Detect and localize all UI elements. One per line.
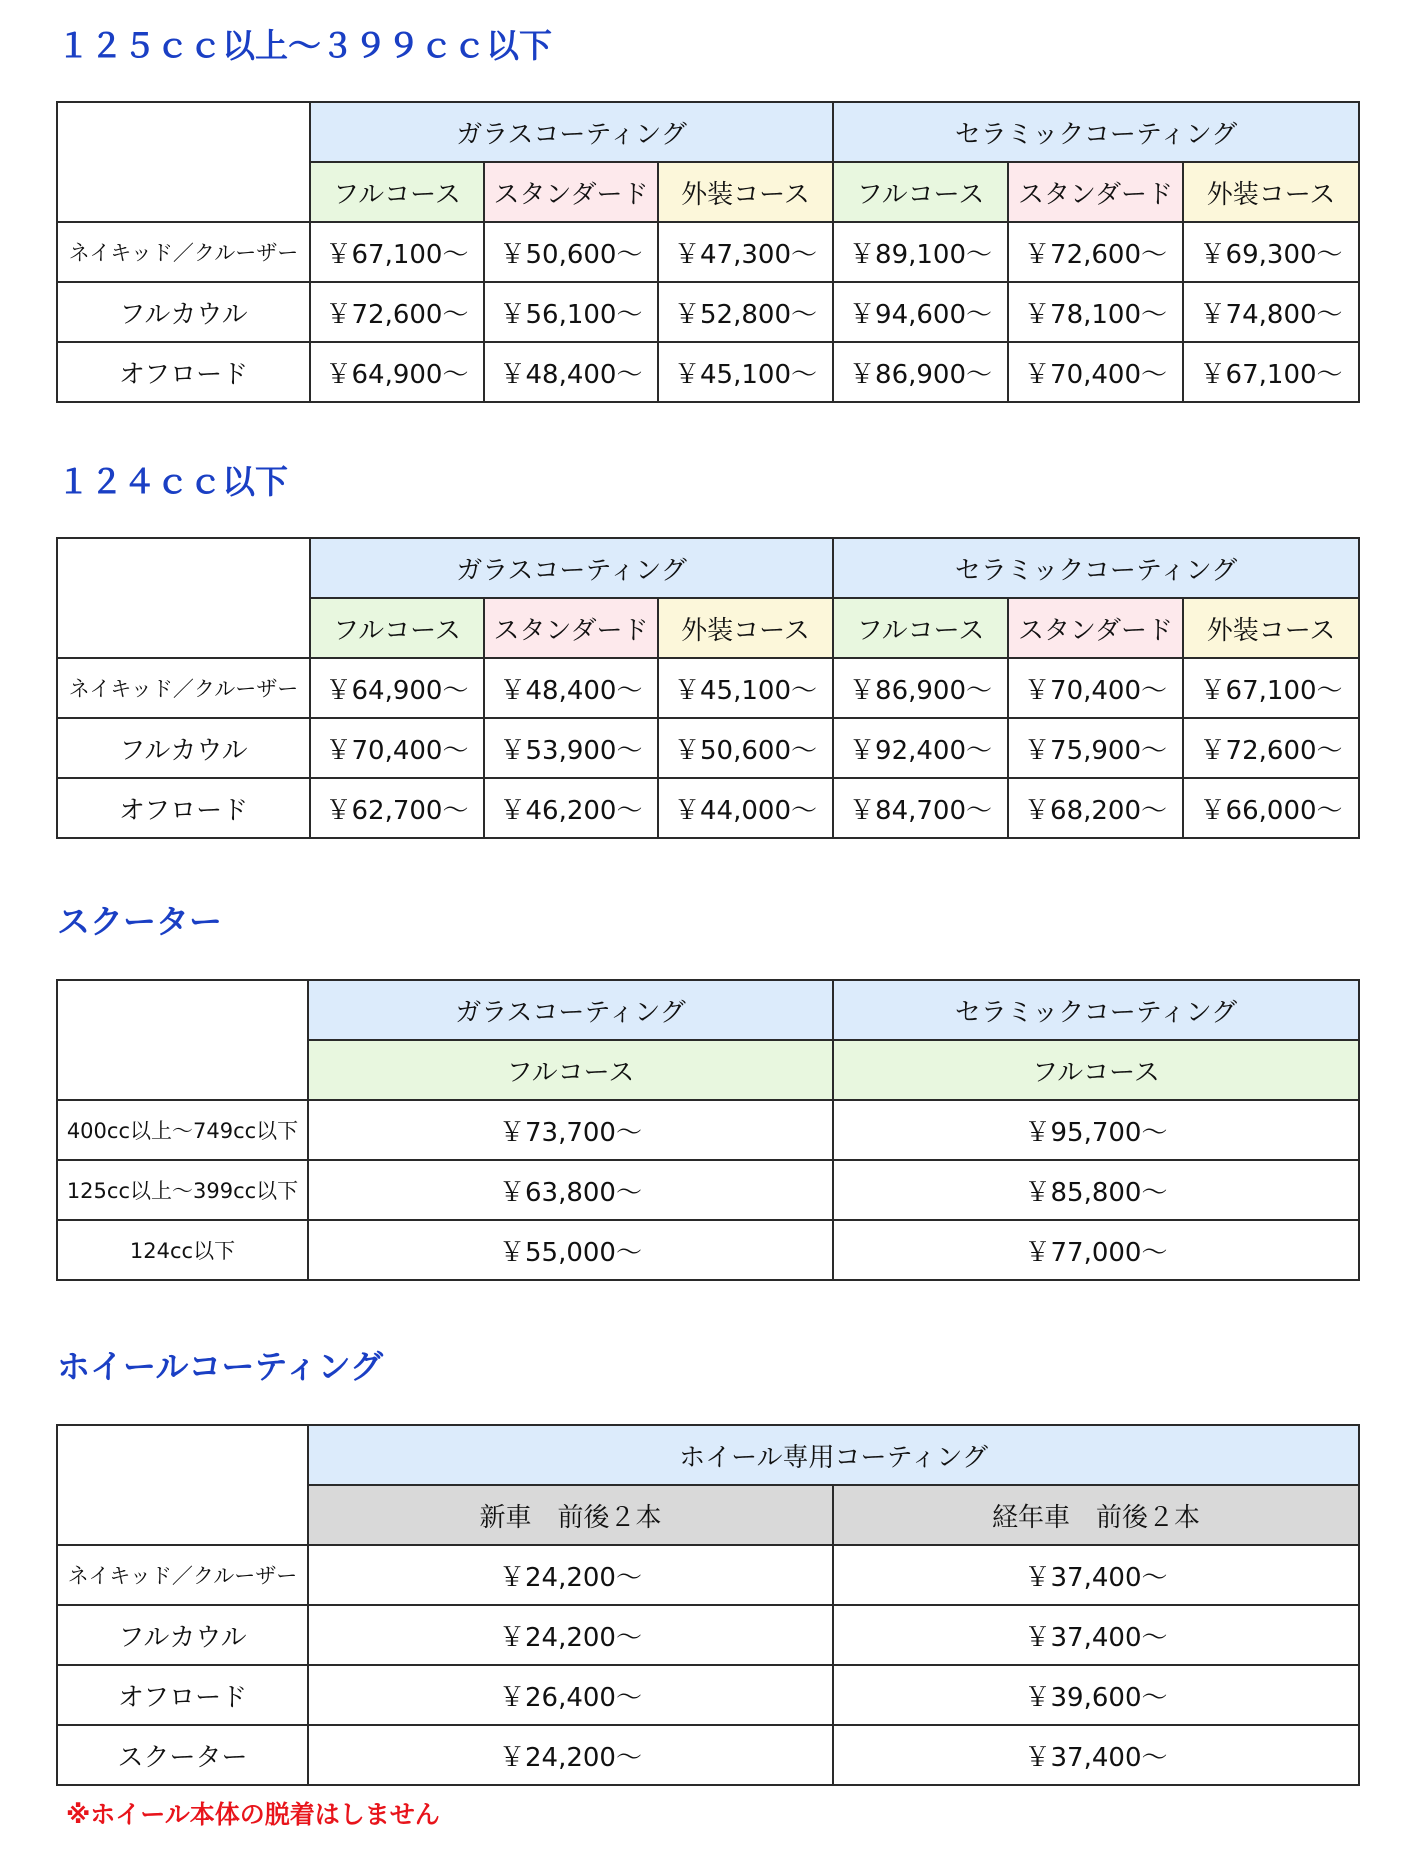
table-row — [57, 342, 1359, 402]
corner-cell — [57, 1425, 308, 1545]
table-row-group-header — [57, 980, 1359, 1040]
row-label: オフロード — [57, 342, 310, 402]
course-header-full: フルコース — [310, 162, 484, 222]
price-cell: ￥48,400〜 — [484, 658, 658, 718]
price-cell: ￥64,900〜 — [310, 658, 484, 718]
price-cell: ￥67,100〜 — [1183, 342, 1359, 402]
table-row — [57, 718, 1359, 778]
table-row — [57, 658, 1359, 718]
price-cell: ￥72,600〜 — [310, 282, 484, 342]
course-header-standard: スタンダード — [1008, 162, 1183, 222]
table-row — [57, 1725, 1359, 1785]
price-table-scooter — [56, 979, 1360, 1281]
disclaimer-note: ※ホイール本体の脱着はしません — [66, 1800, 440, 1829]
course-header-new: 新車 前後２本 — [308, 1485, 833, 1545]
group-header-glass: ガラスコーティング — [308, 980, 833, 1040]
price-cell: ￥24,200〜 — [308, 1545, 833, 1605]
course-header-full: フルコース — [308, 1040, 833, 1100]
price-cell: ￥89,100〜 — [833, 222, 1008, 282]
price-cell: ￥44,000〜 — [658, 778, 833, 838]
course-header-standard: スタンダード — [1008, 598, 1183, 658]
price-cell: ￥67,100〜 — [1183, 658, 1359, 718]
table-row — [57, 778, 1359, 838]
corner-cell — [57, 538, 310, 658]
course-header-standard: スタンダード — [484, 598, 658, 658]
table-row-group-header — [57, 102, 1359, 162]
row-label: 124cc以下 — [57, 1220, 308, 1280]
section-title-124: １２４ｃｃ以下 — [57, 462, 288, 501]
price-cell: ￥70,400〜 — [1008, 342, 1183, 402]
price-cell: ￥47,300〜 — [658, 222, 833, 282]
group-header-ceramic: セラミックコーティング — [833, 102, 1359, 162]
course-header-full: フルコース — [833, 162, 1008, 222]
row-label: 400cc以上〜749cc以下 — [57, 1100, 308, 1160]
row-label: フルカウル — [57, 718, 310, 778]
price-cell: ￥78,100〜 — [1008, 282, 1183, 342]
price-cell: ￥73,700〜 — [308, 1100, 833, 1160]
table-row — [57, 222, 1359, 282]
price-cell: ￥94,600〜 — [833, 282, 1008, 342]
course-header-exterior: 外装コース — [658, 162, 833, 222]
price-cell: ￥72,600〜 — [1008, 222, 1183, 282]
price-cell: ￥56,100〜 — [484, 282, 658, 342]
table-row — [57, 282, 1359, 342]
price-cell: ￥66,000〜 — [1183, 778, 1359, 838]
price-cell: ￥46,200〜 — [484, 778, 658, 838]
price-table-124 — [56, 537, 1360, 839]
corner-cell — [57, 102, 310, 222]
course-header-full: フルコース — [310, 598, 484, 658]
course-header-full: フルコース — [833, 1040, 1359, 1100]
price-cell: ￥24,200〜 — [308, 1605, 833, 1665]
row-label: オフロード — [57, 1665, 308, 1725]
price-cell: ￥62,700〜 — [310, 778, 484, 838]
price-cell: ￥45,100〜 — [658, 342, 833, 402]
price-cell: ￥39,600〜 — [833, 1665, 1359, 1725]
table-row — [57, 1545, 1359, 1605]
price-cell: ￥64,900〜 — [310, 342, 484, 402]
price-cell: ￥55,000〜 — [308, 1220, 833, 1280]
price-cell: ￥70,400〜 — [310, 718, 484, 778]
price-cell: ￥50,600〜 — [658, 718, 833, 778]
price-cell: ￥24,200〜 — [308, 1725, 833, 1785]
group-header-ceramic: セラミックコーティング — [833, 538, 1359, 598]
price-cell: ￥84,700〜 — [833, 778, 1008, 838]
corner-cell — [57, 980, 308, 1100]
price-cell: ￥37,400〜 — [833, 1605, 1359, 1665]
course-header-exterior: 外装コース — [1183, 598, 1359, 658]
price-cell: ￥48,400〜 — [484, 342, 658, 402]
course-header-exterior: 外装コース — [1183, 162, 1359, 222]
row-label: オフロード — [57, 778, 310, 838]
row-label: 125cc以上〜399cc以下 — [57, 1160, 308, 1220]
price-table-wheel — [56, 1424, 1360, 1786]
row-label: ネイキッド／クルーザー — [57, 658, 310, 718]
course-header-standard: スタンダード — [484, 162, 658, 222]
table-row — [57, 1665, 1359, 1725]
section-title-scooter: スクーター — [57, 902, 222, 941]
group-header-ceramic: セラミックコーティング — [833, 980, 1359, 1040]
price-cell: ￥63,800〜 — [308, 1160, 833, 1220]
row-label: フルカウル — [57, 1605, 308, 1665]
row-label: ネイキッド／クルーザー — [57, 1545, 308, 1605]
row-label: スクーター — [57, 1725, 308, 1785]
price-cell: ￥75,900〜 — [1008, 718, 1183, 778]
price-cell: ￥85,800〜 — [833, 1160, 1359, 1220]
price-cell: ￥37,400〜 — [833, 1545, 1359, 1605]
section-title-wheel: ホイールコーティング — [57, 1347, 384, 1386]
price-cell: ￥77,000〜 — [833, 1220, 1359, 1280]
price-cell: ￥95,700〜 — [833, 1100, 1359, 1160]
table-row-group-header — [57, 1425, 1359, 1485]
price-cell: ￥86,900〜 — [833, 658, 1008, 718]
price-cell: ￥86,900〜 — [833, 342, 1008, 402]
table-row — [57, 1100, 1359, 1160]
price-table-125-399 — [56, 101, 1360, 403]
price-cell: ￥53,900〜 — [484, 718, 658, 778]
group-header-wheel: ホイール専用コーティング — [308, 1425, 1359, 1485]
price-cell: ￥72,600〜 — [1183, 718, 1359, 778]
price-cell: ￥45,100〜 — [658, 658, 833, 718]
price-cell: ￥26,400〜 — [308, 1665, 833, 1725]
price-cell: ￥67,100〜 — [310, 222, 484, 282]
price-cell: ￥70,400〜 — [1008, 658, 1183, 718]
price-cell: ￥68,200〜 — [1008, 778, 1183, 838]
course-header-used: 経年車 前後２本 — [833, 1485, 1359, 1545]
table-row-group-header — [57, 538, 1359, 598]
price-cell: ￥69,300〜 — [1183, 222, 1359, 282]
price-cell: ￥92,400〜 — [833, 718, 1008, 778]
price-cell: ￥37,400〜 — [833, 1725, 1359, 1785]
row-label: フルカウル — [57, 282, 310, 342]
price-cell: ￥52,800〜 — [658, 282, 833, 342]
section-title-125-399: １２５ｃｃ以上〜３９９ｃｃ以下 — [57, 26, 552, 65]
price-cell: ￥74,800〜 — [1183, 282, 1359, 342]
group-header-glass: ガラスコーティング — [310, 538, 833, 598]
course-header-full: フルコース — [833, 598, 1008, 658]
table-row — [57, 1160, 1359, 1220]
row-label: ネイキッド／クルーザー — [57, 222, 310, 282]
price-cell: ￥50,600〜 — [484, 222, 658, 282]
table-row — [57, 1220, 1359, 1280]
group-header-glass: ガラスコーティング — [310, 102, 833, 162]
table-row — [57, 1605, 1359, 1665]
course-header-exterior: 外装コース — [658, 598, 833, 658]
